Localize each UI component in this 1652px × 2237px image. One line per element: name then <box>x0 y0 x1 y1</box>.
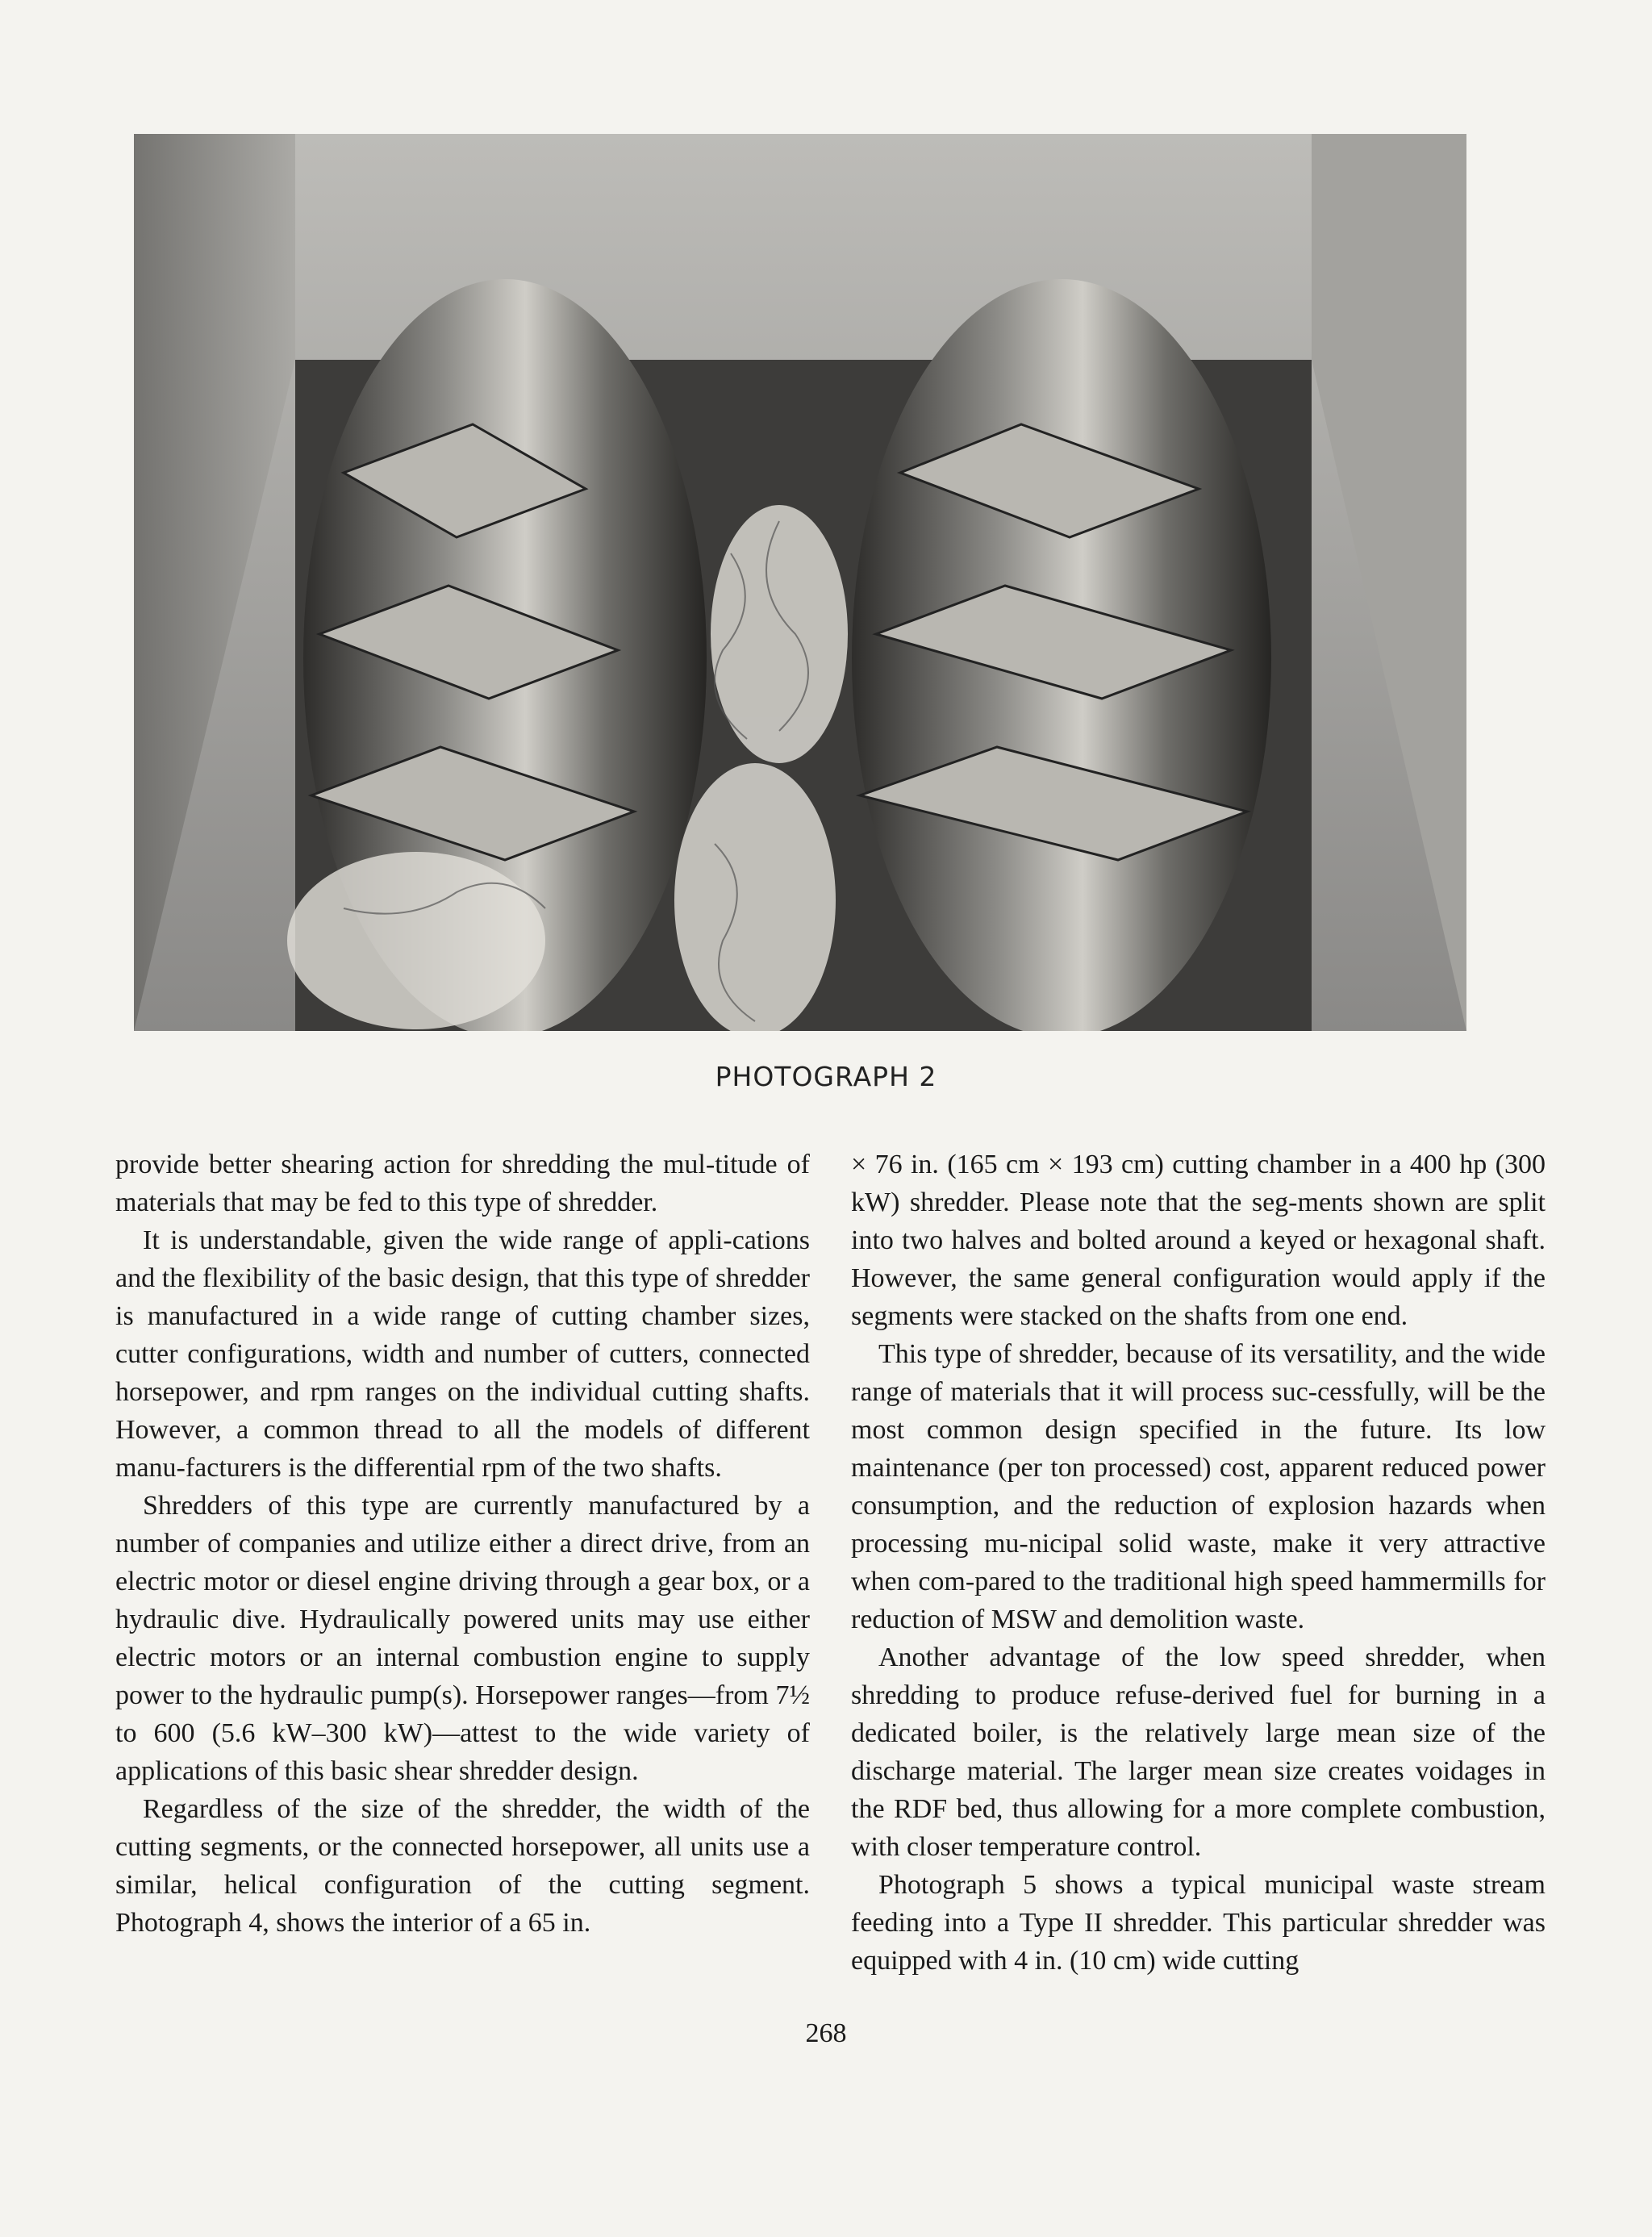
photograph-caption: PHOTOGRAPH 2 <box>715 1061 937 1092</box>
page-number: 268 <box>805 2018 847 2048</box>
text-column-left <box>115 1146 810 1942</box>
paragraph: Photograph 5 shows a typical municipal waste stream feeding into a Type II shredder. This particular shredder was equipped with 4 in. (10 cm) wide cutting <box>851 1870 1546 1976</box>
shredder-photo-illustration <box>134 134 1466 1031</box>
paragraph: Regardless of the size of the shredder, the width of the cutting segments, or the connected horsepower, all units use a similar, helical configuration of the cutting segment. Photograph 4, shows the interior of a 65 in. <box>115 1794 810 1938</box>
paragraph: It is understandable, given the wide range of appli-cations and the flexibility of the basic design, that this type of shredder is manufactured in a wide range of cutting chamber sizes, cutter configurations, width and number of cutters, connected horsepower, and rpm ranges on the individual cutting shafts. However, a common thread to all the models of different manu-facturers is the differential rpm of the two shafts. <box>115 1225 810 1483</box>
paragraph: This type of shredder, because of its versatility, and the wide range of materials that it will process suc-cessfully, will be the most common design specified in the future. Its low maintenance (per ton processed) cost, apparent reduced power consumption, and the reduction of explosion hazards when processing mu-nicipal solid waste, make it very attractive when com-pared to the traditional high speed hammermills for reduction of MSW and demolition waste. <box>851 1339 1546 1634</box>
paragraph: Shredders of this type are currently manufactured by a number of companies and utilize either a direct drive, from an electric motor or diesel engine driving through a gear box, or a hydraulic dive. Hydraulically powered units may use either electric motors or an internal combustion engine to supply power to the hydraulic pump(s). Horsepower ranges—from 7½ to 600 (5.6 kW–300 kW)—attest to the wide variety of applications of this basic shear shredder design. <box>115 1491 810 1786</box>
text-column-right <box>851 1146 1546 1980</box>
paragraph: provide better shearing action for shredding the mul-titude of materials that may be fed to this type of shredder. <box>115 1150 810 1217</box>
paragraph: × 76 in. (165 cm × 193 cm) cutting chamber in a 400 hp (300 kW) shredder. Please note that the seg-ments shown are split into two halves and bolted around a keyed or hexagonal shaft. However, the same general configuration would apply if the segments were stacked on the shafts from one end. <box>851 1150 1546 1331</box>
photograph-shredder-interior <box>134 134 1466 1031</box>
paragraph: Another advantage of the low speed shredder, when shredding to produce refuse-derived fuel for burning in a dedicated boiler, is the relatively large mean size of the discharge material. The larger mean size creates voidages in the RDF bed, thus allowing for a more complete combustion, with closer temperature control. <box>851 1642 1546 1862</box>
